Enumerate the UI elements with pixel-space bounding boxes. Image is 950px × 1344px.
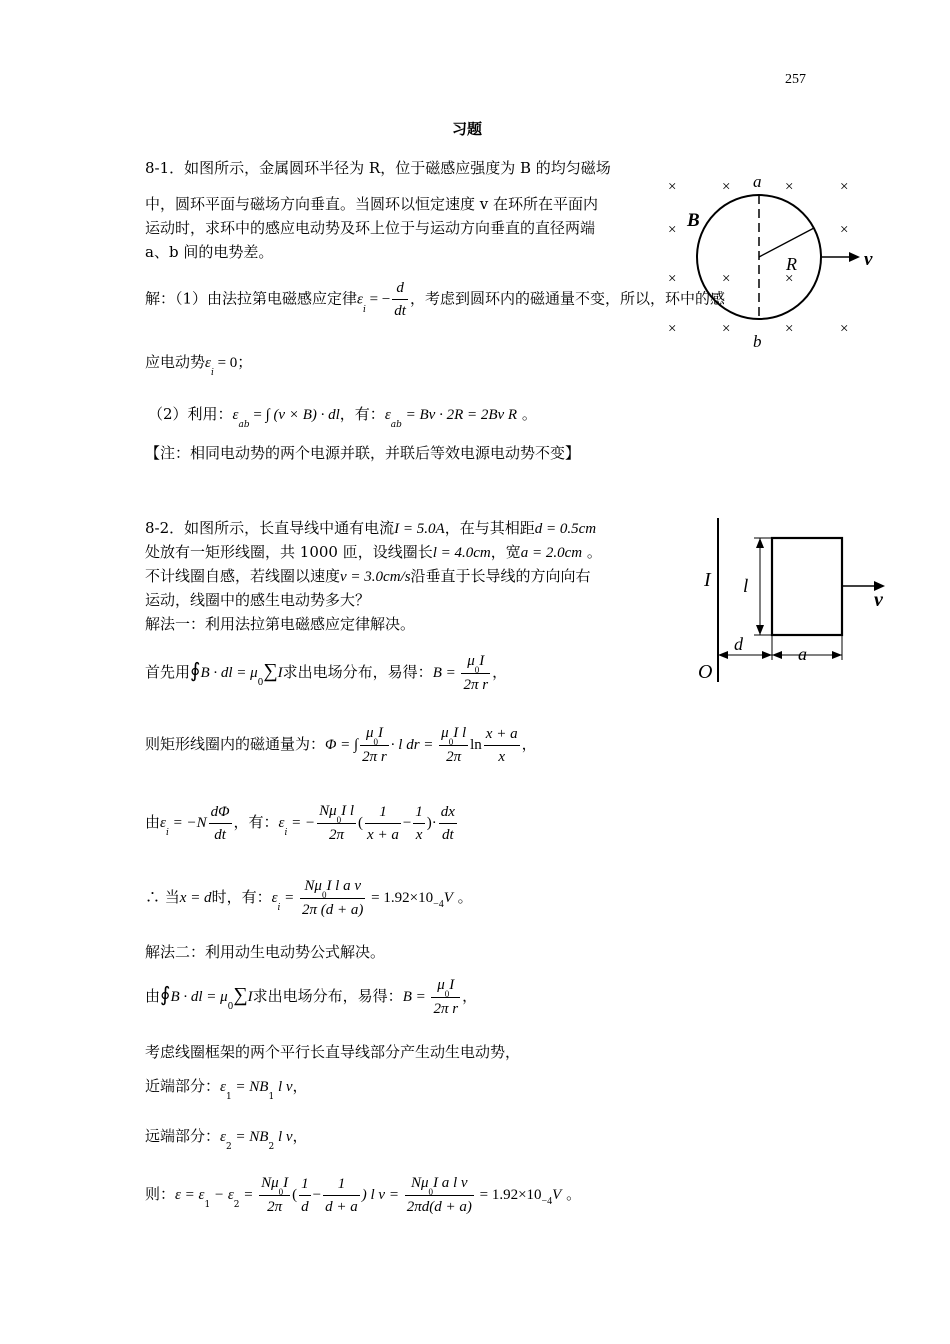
label-v2: v <box>874 589 883 611</box>
result-1-value: 1.92×10 <box>383 890 434 906</box>
field-dist-text-2: 求出电场分布，易得： <box>252 987 403 1005</box>
velocity-value: v = 3.0cm/s <box>340 569 411 585</box>
cross-mark: × <box>840 321 849 337</box>
result-2-unit: V <box>552 1187 562 1203</box>
note-line: 【注：相同电动势的两个电源并联，并联后等效电源电动势不变】 <box>145 444 581 462</box>
label-l: l <box>743 576 749 597</box>
result-1-unit: V <box>443 890 453 906</box>
far-end-line: 远端部分：$\varepsilon_2 = NB_2$ l v， <box>145 1127 308 1152</box>
rect-coil <box>772 538 842 635</box>
cross-mark: × <box>840 179 849 195</box>
length-value: l = 4.0cm <box>432 545 491 561</box>
from-text: 由 <box>145 813 161 831</box>
emf-derivative-line: 由$\varepsilon_i = -N$ $\frac{d\Phi}{dt}$ ，有：$\varepsilon_i$ = − $\frac{N\mu_0I l}{2\pi}$ ( $\frac{1}{x + a}$ − $\frac{1}{x}$ )· $\frac{dx}{dt}$ <box>145 800 459 846</box>
current-value: I = 5.0A <box>394 521 445 537</box>
have-text: ，有： <box>233 813 279 831</box>
figure-8-1 <box>660 168 890 353</box>
result-1-exp: −4 <box>433 899 444 910</box>
near-end-line: 近端部分：$\varepsilon_1 = NB_1$ l v， <box>145 1077 308 1102</box>
cross-mark: × <box>785 179 794 195</box>
label-B: B <box>687 210 700 231</box>
solution-1-text-b: ，考虑到圆环内的磁通量不变，所以，环中的感 <box>409 289 725 308</box>
flux-text: 则矩形线圈内的磁通量为： <box>145 735 326 753</box>
problem-8-1-line-3: 运动时，求环中的感应电动势及环上位于与运动方向垂直的直径两端 <box>145 219 596 237</box>
p82-text-3: 处放有一矩形线圈，共 1000 匝，设线圈长 <box>145 543 433 561</box>
solution-2-text-a: （2）利用： <box>148 405 233 423</box>
cross-mark: × <box>668 222 677 238</box>
method-2-heading: 解法二：利用动生电动势公式解决。 <box>145 943 386 961</box>
p82-text-2: ，在与其相距 <box>444 519 535 537</box>
page-number: 257 <box>785 72 806 87</box>
p82-text-4: ，宽 <box>490 543 521 561</box>
solution-1-text-c: 应电动势 <box>145 353 206 371</box>
problem-8-1-line-4: a、b 间的电势差。 <box>145 243 274 261</box>
consider-line: 考虑线圈框架的两个平行长直导线部分产生动生电动势， <box>145 1043 521 1061</box>
result-2-exp: −4 <box>541 1196 553 1207</box>
label-I: I <box>704 569 711 591</box>
label-O: O <box>698 661 713 683</box>
cross-mark: × <box>722 271 731 287</box>
first-use-text: 首先用 <box>145 663 191 681</box>
section-heading: 习题 <box>452 120 483 138</box>
label-R: R <box>786 254 797 274</box>
problem-8-1-line-2: 中，圆环平面与磁场方向垂直。当圆环以恒定速度 v 在环所在平面内 <box>145 195 599 213</box>
final-result-line: 则：$\varepsilon = \varepsilon_1 - \varepsilon_2$ = $\frac{N\mu_0I}{2\pi}$ ( $\frac{1}{d}$ − $\frac{1}{d + a}$ ) l v = $\frac{N\mu_0I a l v}{2\pi d(d + a)}$ = $1.92\times 10_{-4}V$ 。 <box>145 1172 581 1218</box>
far-text: 远端部分： <box>145 1127 221 1145</box>
label-d: d <box>734 634 743 654</box>
solution-2-line: （2）利用：$\varepsilon_{ab}$ = ∫ (v × B) · dl，有：$\varepsilon_{ab} = Bv \cdot 2R = 2Bv$ R 。 <box>148 405 537 430</box>
flux-line: 则矩形线圈内的磁通量为：Φ = ∫ $\frac{\mu_0I}{\text{2π r}}$ · l dr = $\frac{\mu_0I l}{2\pi}$ ln $\frac{x + a}{x}$ ， <box>145 722 537 768</box>
ampere-law-line: 首先用∮B · dl = $\mu_0\sum I$求出电场分布，易得：B = $\frac{\mu_0I}{\text{2π r}}$ ， <box>145 650 507 696</box>
from2-text: 由 <box>145 987 161 1005</box>
solution-2-text-b: ，有： <box>339 405 385 423</box>
cross-mark: × <box>668 271 677 287</box>
near-text: 近端部分： <box>145 1077 221 1095</box>
p82-text-6: 沿垂直于长导线的方向向右 <box>410 567 591 585</box>
p82-text-1: 8-2．如图所示，长直导线中通有电流 <box>145 519 395 537</box>
problem-8-2-line-4: 运动，线圈中的感生电动势多大？ <box>145 591 371 609</box>
solution-1-line: 解：（1）由法拉第电磁感应定律$\varepsilon_i$ = − $\frac{d}{dt}$ ，考虑到圆环内的磁通量不变，所以，环中的感 <box>145 277 725 322</box>
problem-8-1-line-1: 8-1．如图所示，金属圆环半径为 R，位于磁感应强度为 B 的均匀磁场 <box>145 159 611 177</box>
width-value: a = 2.0cm <box>520 545 583 561</box>
radius-line <box>759 228 814 257</box>
cross-mark: × <box>668 321 677 337</box>
figure-8-2 <box>690 510 910 685</box>
cross-mark: × <box>785 321 794 337</box>
method-1-heading: 解法一：利用法拉第电磁感应定律解决。 <box>145 615 416 633</box>
label-v: v <box>864 249 873 270</box>
p82-text-5: 不计线圈自感，若线圈以速度 <box>145 567 341 585</box>
ampere-law-line-2: 由∮B · dl = $\mu_0\sum I$求出电场分布，易得：B = $\frac{\mu_0I}{\text{2π r}}$ ， <box>145 974 477 1020</box>
problem-8-2-line-2: 处放有一矩形线圈，共 1000 匝，设线圈长l = 4.0cm，宽a = 2.0cm 。 <box>145 543 602 561</box>
cross-mark: × <box>668 179 677 195</box>
then-text: 则： <box>145 1185 176 1203</box>
label-b: b <box>753 332 762 351</box>
cross-mark: × <box>722 179 731 195</box>
cross-mark: × <box>840 222 849 238</box>
velocity-arrow-head <box>849 252 860 262</box>
therefore-text: ∴ 当 <box>145 888 180 906</box>
distance-value: d = 0.5cm <box>534 521 597 537</box>
label-a: a <box>753 172 762 191</box>
solution-1-text-a: 解：（1）由法拉第电磁感应定律 <box>145 289 358 308</box>
result-1-line: ∴ 当x = d时，有：$\varepsilon_i$ = $\frac{N\mu_0I l a v}{2\pi (d + a)}$ = $1.92\times 10_{-4}V$ 。 <box>145 875 473 921</box>
field-dist-text: 求出电场分布，易得： <box>282 663 433 681</box>
cross-mark: × <box>722 321 731 337</box>
cross-mark: × <box>785 271 794 287</box>
problem-8-2-line-1 <box>145 516 596 541</box>
label-a2: a <box>798 644 807 664</box>
solution-1-continued: 应电动势$\varepsilon_i = 0$； <box>145 353 253 378</box>
result-2-value: 1.92×10 <box>491 1187 542 1203</box>
when-have-text: 时，有： <box>211 888 272 906</box>
problem-8-2-line-3 <box>145 564 591 589</box>
